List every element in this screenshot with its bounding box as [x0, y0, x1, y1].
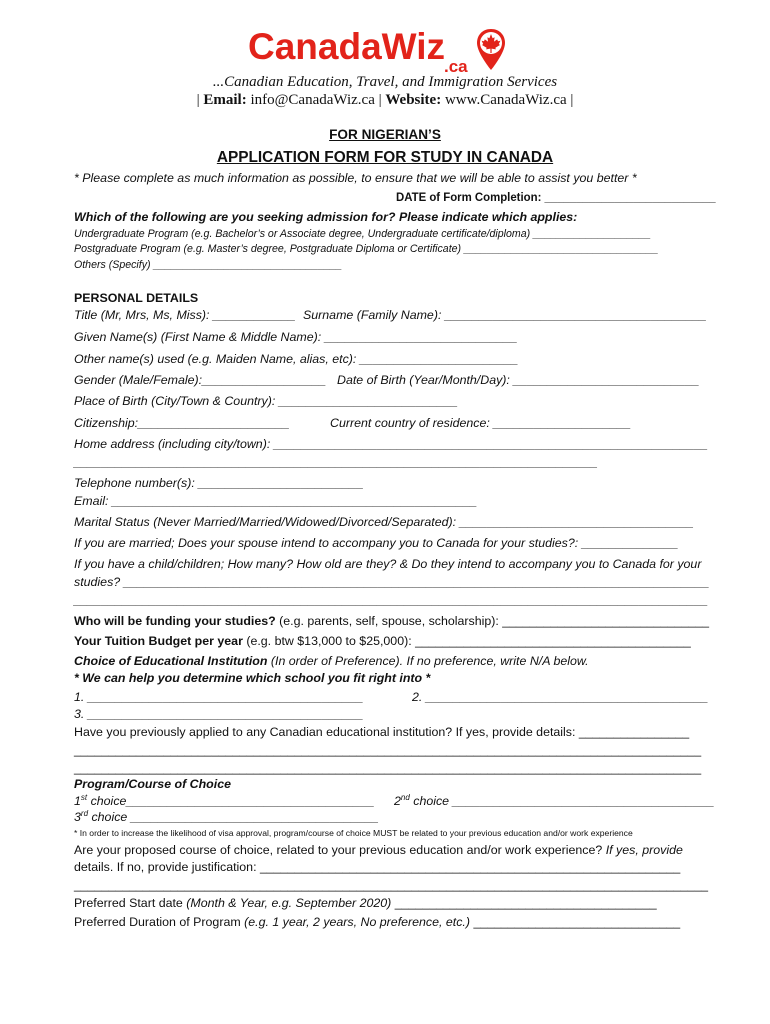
- program-heading: Program/Course of Choice: [74, 777, 231, 791]
- children-field[interactable]: studies? _____________________________________________________________________________________: [74, 575, 710, 589]
- previous-application-line-3[interactable]: ___________________________________________________________________________________________: [74, 761, 702, 775]
- contact-prefix: |: [196, 92, 204, 108]
- choice-2-blank: choice ______________________________________: [409, 794, 715, 808]
- others-specify-field[interactable]: Others (Specify) ________________________________: [74, 259, 343, 271]
- home-address-field[interactable]: Home address (including city/town): _______________________________________________________________: [74, 437, 708, 451]
- given-names-field[interactable]: Given Name(s) (First Name & Middle Name): ____________________________: [74, 330, 518, 344]
- program-choice-2[interactable]: [394, 794, 714, 809]
- surname-field[interactable]: Surname (Family Name): ______________________________________: [303, 308, 707, 322]
- start-date-blank: ______________________________________: [391, 896, 657, 910]
- choice-1-number: 1: [74, 794, 81, 808]
- choice-3-suffix: rd: [80, 808, 89, 818]
- institution-heading-label: Choice of Educational Institution: [74, 654, 268, 668]
- telephone-field[interactable]: Telephone number(s): ________________________: [74, 476, 364, 490]
- institution-choice-3[interactable]: 3. ________________________________________: [74, 707, 364, 721]
- choice-3-number: 3: [74, 810, 81, 824]
- visa-approval-note: * In order to increase the likelihood of visa approval, program/course of choice MUST be related to your previous education and/or work experience: [74, 828, 633, 838]
- previous-application-field[interactable]: Have you previously applied to any Canadian educational institution? If yes, provide details: ________________: [74, 725, 690, 739]
- other-names-field[interactable]: Other name(s) used (e.g. Maiden Name, alias, etc): _______________________: [74, 352, 519, 366]
- program-choice-1[interactable]: [74, 794, 374, 809]
- funding-hint: (e.g. parents, self, spouse, scholarship): ______________________________: [275, 614, 710, 628]
- choice-1-blank: choice____________________________________: [87, 794, 375, 808]
- page-title: APPLICATION FORM FOR STUDY IN CANADA: [216, 149, 554, 166]
- institution-heading: [74, 654, 589, 669]
- canadawiz-logo: [248, 22, 518, 76]
- funding-field[interactable]: [74, 614, 709, 629]
- justification-field-line-2[interactable]: ____________________________________________________________________________________________: [74, 878, 708, 892]
- choice-3-blank: choice ____________________________________: [88, 810, 379, 824]
- institution-choice-2[interactable]: 2. _________________________________________: [412, 690, 709, 704]
- spouse-accompany-field[interactable]: ______________: [581, 536, 679, 550]
- title-field[interactable]: Title (Mr, Mrs, Ms, Miss): ____________: [74, 308, 296, 322]
- website-label: Website:: [385, 92, 442, 108]
- citizenship-field[interactable]: Citizenship:______________________: [74, 416, 290, 430]
- contact-line: [0, 92, 770, 109]
- choice-1-suffix: st: [80, 792, 88, 802]
- choice-2-number: 2: [394, 794, 401, 808]
- duration-label: Preferred Duration of Program: [74, 915, 245, 929]
- undergrad-option-field[interactable]: Undergraduate Program (e.g. Bachelor’s or Associate degree, Undergraduate certificate/diploma) ____________________: [74, 228, 651, 240]
- course-related-text: Are your proposed course of choice, related to your previous education and/or work experience?: [74, 843, 606, 857]
- date-of-completion-field[interactable]: DATE of Form Completion: ___________________________: [396, 190, 716, 204]
- maple-leaf-pin-icon: [476, 28, 506, 72]
- place-of-birth-field[interactable]: Place of Birth (City/Town & Country): __________________________: [74, 394, 458, 408]
- personal-details-heading: PERSONAL DETAILS: [74, 291, 199, 305]
- website-value: www.CanadaWiz.ca |: [441, 92, 574, 108]
- course-related-question: [74, 843, 683, 858]
- children-field-line-2[interactable]: ____________________________________________________________________________________________: [74, 593, 708, 607]
- start-date-label: Preferred Start date: [74, 896, 187, 910]
- duration-blank: ______________________________: [470, 915, 681, 929]
- spouse-accompany-question: [74, 536, 678, 551]
- program-choice-3[interactable]: [74, 810, 379, 825]
- budget-label: Your Tuition Budget per year: [74, 634, 243, 648]
- funding-label: Who will be funding your studies?: [74, 614, 276, 628]
- spouse-question-text: If you are married; Does your spouse intend to accompany you to Canada for your studies?:: [74, 536, 582, 550]
- children-question: If you have a child/children; How many? How old are they? & Do they intend to accompany you to Canada for your: [74, 557, 702, 571]
- start-date-hint: (Month & Year, e.g. September 2020): [186, 896, 392, 910]
- intro-note: * Please complete as much information as possible, to ensure that we will be able to assist you better *: [74, 171, 637, 185]
- logo-domain: .ca: [444, 57, 468, 76]
- institution-choice-1[interactable]: 1. ________________________________________: [74, 690, 364, 704]
- previous-application-line-2[interactable]: ___________________________________________________________________________________________: [74, 743, 702, 757]
- institution-heading-note: (In order of Preference). If no preference, write N/A below.: [267, 654, 589, 668]
- tagline: ...Canadian Education, Travel, and Immigration Services: [212, 74, 558, 90]
- country-of-residence-field[interactable]: Current country of residence: ____________________: [330, 416, 632, 430]
- title-nigerians: FOR NIGERIAN’S: [329, 127, 441, 142]
- choice-2-suffix: nd: [400, 792, 410, 802]
- marital-status-field[interactable]: Marital Status (Never Married/Married/Widowed/Divorced/Separated): __________________________________: [74, 515, 694, 529]
- budget-hint: (e.g. btw $13,000 to $25,000): ________________________________________: [242, 634, 691, 648]
- email-field[interactable]: Email: _____________________________________________________: [74, 494, 478, 508]
- course-related-hint: If yes, provide: [605, 843, 683, 857]
- admission-question: Which of the following are you seeking admission for? Please indicate which applies:: [74, 210, 578, 224]
- email-label: Email:: [203, 92, 247, 108]
- school-help-note: * We can help you determine which school you fit right into *: [74, 671, 431, 685]
- email-value: info@CanadaWiz.ca |: [246, 92, 386, 108]
- date-of-birth-field[interactable]: Date of Birth (Year/Month/Day): ___________________________: [337, 373, 700, 387]
- gender-field[interactable]: Gender (Male/Female):__________________: [74, 373, 327, 387]
- duration-hint: (e.g. 1 year, 2 years, No preference, etc.): [244, 915, 471, 929]
- justification-field[interactable]: details. If no, provide justification: _____________________________________________________________: [74, 860, 681, 874]
- preferred-start-date-field[interactable]: [74, 896, 657, 911]
- logo-wordmark: CanadaWiz: [248, 26, 446, 67]
- preferred-duration-field[interactable]: [74, 915, 680, 930]
- home-address-line-2[interactable]: ____________________________________________________________________________: [74, 455, 598, 469]
- tuition-budget-field[interactable]: [74, 634, 691, 649]
- postgrad-option-field[interactable]: Postgraduate Program (e.g. Master’s degree, Postgraduate Diploma or Certificate) _________________________________: [74, 243, 659, 255]
